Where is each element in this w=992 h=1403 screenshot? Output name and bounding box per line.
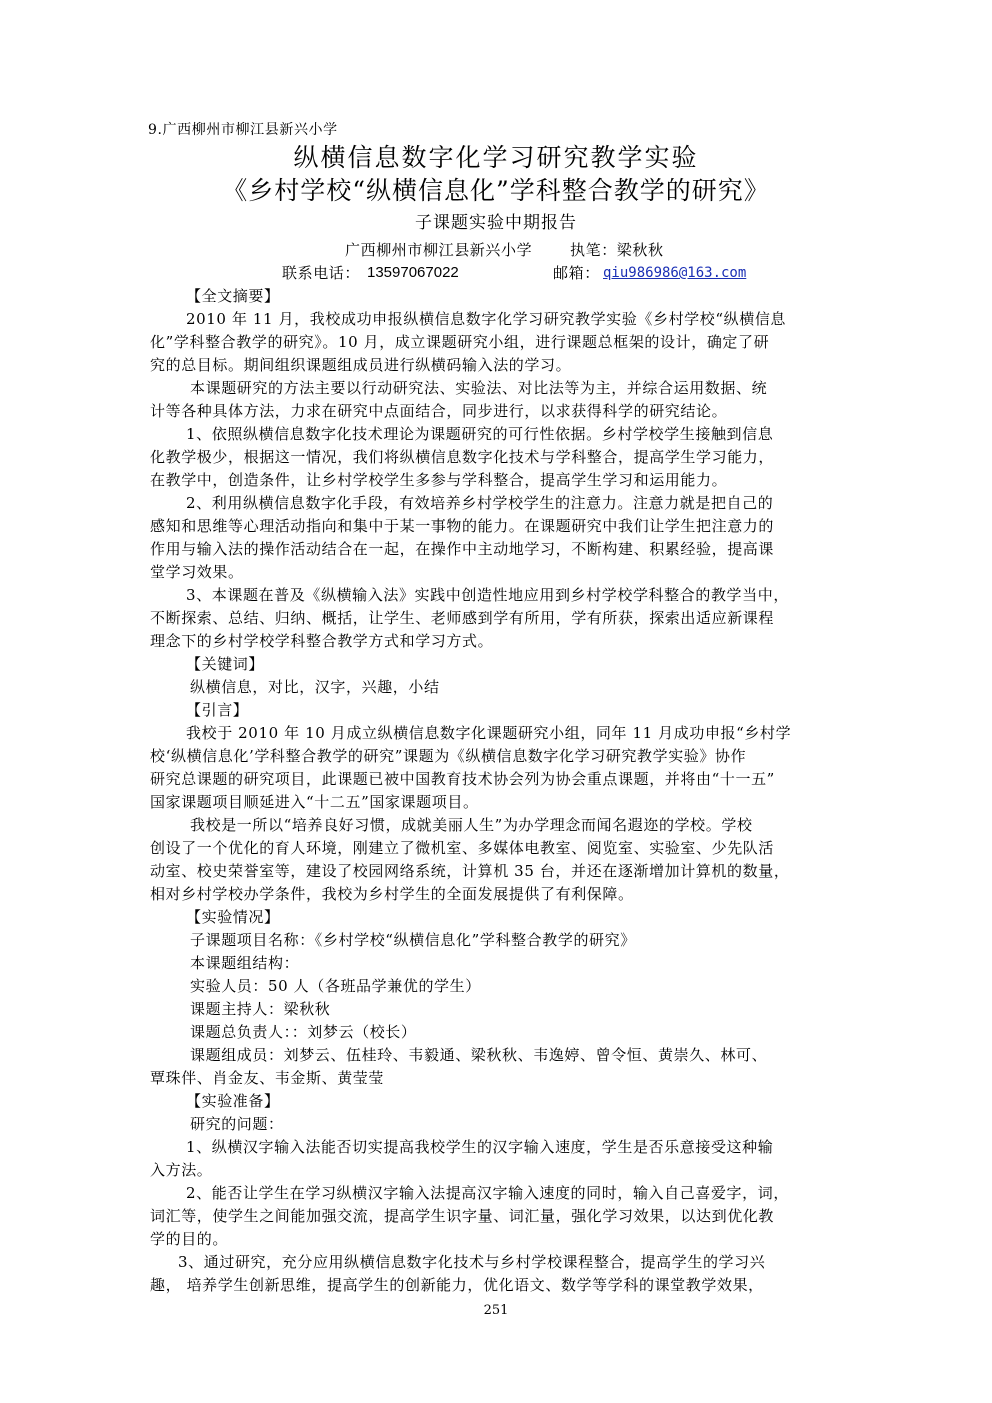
paragraph-line: 计等各种具体方法，力求在研究中点面结合，同步进行，以求获得科学的研究结论。 [150, 402, 728, 420]
email-link[interactable]: qiu986986@163.com [603, 265, 747, 281]
section-heading-keywords: 【关键词】 [186, 655, 265, 673]
email-label: 邮箱： [553, 264, 600, 282]
paragraph-line: 课题组成员：刘梦云、伍桂玲、韦毅通、梁秋秋、韦逸婷、曾令恒、黄崇久、林可、 [190, 1046, 768, 1064]
report-subtitle: 子课题实验中期报告 [415, 213, 577, 233]
header-note: 9.广西柳州市柳江县新兴小学 [148, 122, 338, 138]
paragraph-line: 研究总课题的研究项目，此课题已被中国教育技术协会列为协会重点课题，并将由“十一五” [150, 770, 775, 788]
paragraph-line: 覃珠伴、肖金友、韦金斯、黄莹莹 [150, 1069, 385, 1087]
paragraph-line: 学的目的。 [150, 1230, 229, 1248]
paragraph-line: 究的总目标。期间组织课题组成员进行纵横码输入法的学习。 [150, 356, 572, 374]
paragraph-line: 3、本课题在普及《纵横输入法》实践中创造性地应用到乡村学校学科整合的教学当中， [186, 586, 789, 604]
paragraph-line: 化”学科整合教学的研究》。10 月，成立课题研究小组，进行课题总框架的设计，确定了研 [150, 333, 770, 351]
paragraph-line: 入方法。 [150, 1161, 213, 1179]
paragraph-line: 我校于 2010 年 10 月成立纵横信息数字化课题研究小组，同年 11 月成功申报“乡村学 [186, 724, 792, 742]
paragraph-line: 研究的问题： [190, 1115, 284, 1133]
section-heading-intro: 【引言】 [186, 701, 249, 719]
paragraph-line: 国家课题项目顺延进入“十二五”国家课题项目。 [150, 793, 479, 811]
paragraph-line: 创设了一个优化的育人环境，刚建立了微机室、多媒体电教室、阅览室、实验室、少先队活 [150, 839, 775, 857]
paragraph-line: 感知和思维等心理活动指向和集中于某一事物的能力。在课题研究中我们让学生把注意力的 [150, 517, 775, 535]
paragraph-line: 在教学中，创造条件，让乡村学校学生多参与学科整合，提高学生学习和运用能力。 [150, 471, 728, 489]
paragraph-line: 不断探索、总结、归纳、概括，让学生、老师感到学有所用，学有所获，探索出适应新课程 [150, 609, 775, 627]
paragraph-line: 趣， 培养学生创新思维，提高学生的创新能力，优化语文、数学等学科的课堂教学效果， [150, 1276, 764, 1294]
author-writer: 执笔：梁秋秋 [570, 241, 664, 259]
paragraph-line: 子课题项目名称：《乡村学校“纵横信息化”学科整合教学的研究》 [190, 931, 636, 949]
paragraph-line: 本课题研究的方法主要以行动研究法、实验法、对比法等为主，并综合运用数据、统 [190, 379, 768, 397]
section-heading-preparation: 【实验准备】 [186, 1092, 280, 1110]
keywords-text: 纵横信息，对比，汉字，兴趣，小结 [190, 678, 440, 696]
section-heading-abstract: 【全文摘要】 [186, 287, 280, 305]
page-number: 251 [483, 1303, 509, 1318]
paragraph-line: 理念下的乡村学校学科整合教学方式和学习方式。 [150, 632, 494, 650]
title-line-2: 《乡村学校“纵横信息化”学科整合教学的研究》 [222, 176, 770, 205]
paragraph-line: 2、能否让学生在学习纵横汉字输入法提高汉字输入速度的同时，输入自己喜爱字，词， [186, 1184, 789, 1202]
paragraph-line: 本课题组结构： [190, 954, 300, 972]
paragraph-line: 3、通过研究，充分应用纵横信息数字化技术与乡村学校课程整合，提高学生的学习兴 [178, 1253, 766, 1271]
paragraph-line: 1、依照纵横信息数字化技术理论为课题研究的可行性依据。乡村学校学生接触到信息 [186, 425, 774, 443]
paragraph-line: 课题主持人：梁秋秋 [190, 1000, 331, 1018]
paragraph-line: 我校是一所以“培养良好习惯，成就美丽人生”为办学理念而闻名遐迩的学校。学校 [190, 816, 753, 834]
paragraph-line: 堂学习效果。 [150, 563, 244, 581]
section-heading-experiment: 【实验情况】 [186, 908, 280, 926]
paragraph-line: 作用与输入法的操作活动结合在一起，在操作中主动地学习，不断构建、积累经验，提高课 [150, 540, 775, 558]
paragraph-line: 动室、校史荣誉室等，建设了校园网络系统，计算机 35 台，并还在逐渐增加计算机的数量， [150, 862, 790, 880]
paragraph-line: 词汇等，使学生之间能加强交流，提高学生识字量、词汇量，强化学习效果，以达到优化教 [150, 1207, 775, 1225]
paragraph-line: 1、纵横汉字输入法能否切实提高我校学生的汉字输入速度，学生是否乐意接受这种输 [186, 1138, 774, 1156]
phone-number: 13597067022 [367, 264, 459, 281]
paragraph-line: 相对乡村学校办学条件，我校为乡村学生的全面发展提供了有利保障。 [150, 885, 634, 903]
author-school: 广西柳州市柳江县新兴小学 [345, 241, 533, 259]
paragraph-line: 实验人员：50 人（各班品学兼优的学生） [190, 977, 481, 995]
paragraph-line: 化教学极少，根据这一情况，我们将纵横信息数字化技术与学科整合，提高学生学习能力， [150, 448, 775, 466]
paragraph-line: 2、利用纵横信息数字化手段，有效培养乡村学校学生的注意力。注意力就是把自己的 [186, 494, 774, 512]
paragraph-line: 2010 年 11 月，我校成功申报纵横信息数字化学习研究教学实验《乡村学校“纵横信息 [186, 310, 787, 328]
paragraph-line: 课题总负责人：：刘梦云（校长） [190, 1023, 417, 1041]
paragraph-line: 校‘纵横信息化’学科整合教学的研究”课题为《纵横信息数字化学习研究教学实验》协作 [150, 747, 747, 765]
title-line-1: 纵横信息数字化学习研究教学实验 [293, 143, 699, 172]
phone-label: 联系电话： [282, 264, 361, 282]
